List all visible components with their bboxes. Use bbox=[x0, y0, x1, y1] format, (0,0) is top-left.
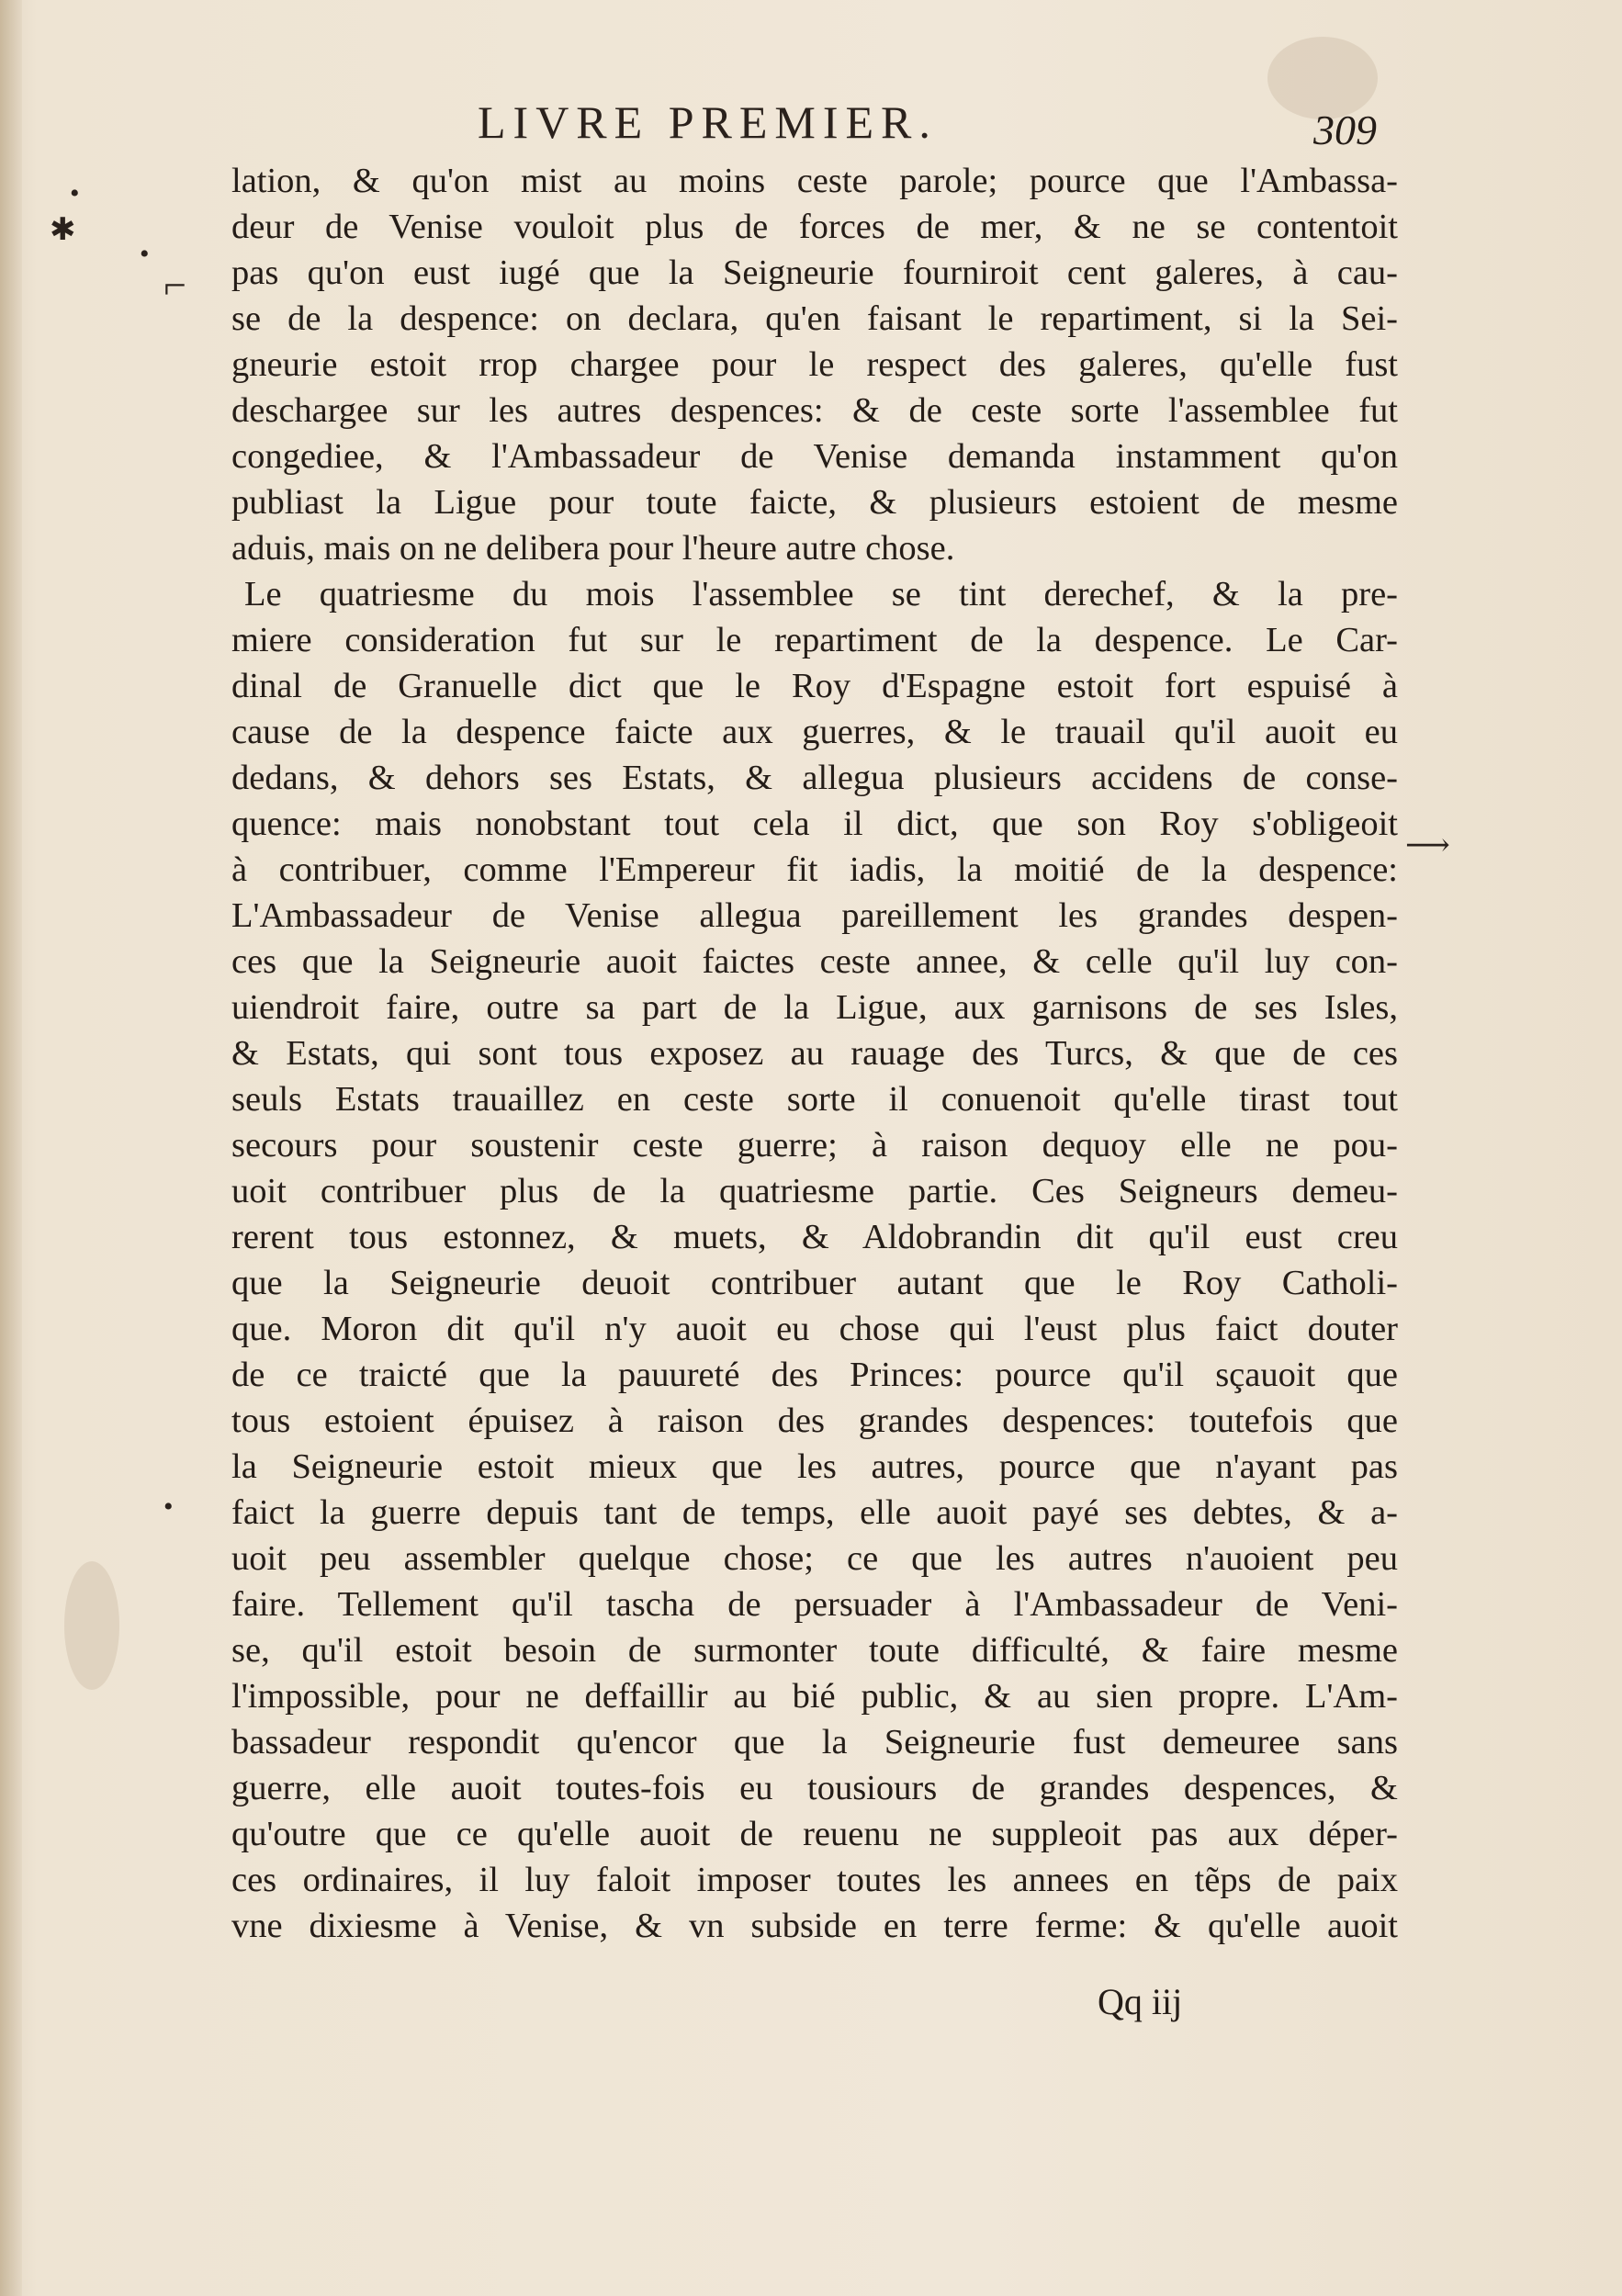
text-line: bassadeur respondit qu'encor que la Seigneurie fust demeuree sans bbox=[231, 1723, 1398, 1761]
text-line: à contribuer, comme l'Empereur fit iadis, la moitié de la despence: bbox=[231, 850, 1398, 889]
text-line: l'impossible, pour ne deffaillir au bié public, & au sien propre. L'Am- bbox=[231, 1677, 1398, 1716]
margin-arrow-mark: ⟶ bbox=[1405, 828, 1450, 862]
text-line: deschargee sur les autres despences: & de ceste sorte l'assemblee fut bbox=[231, 391, 1398, 430]
signature-mark: Qq iij bbox=[1098, 1981, 1183, 2022]
margin-dot-mark: • bbox=[140, 239, 150, 269]
text-line: L'Ambassadeur de Venise allegua pareillement les grandes despen- bbox=[231, 896, 1398, 935]
text-line: qu'outre que ce qu'elle auoit de reuenu ne suppleoit pas aux déper- bbox=[231, 1815, 1398, 1853]
text-line: gneurie estoit rrop chargee pour le respect des galeres, qu'elle fust bbox=[231, 345, 1398, 384]
body-text bbox=[231, 158, 1398, 1949]
text-line: se de la despence: on declara, qu'en faisant le repartiment, si la Sei- bbox=[231, 299, 1398, 338]
paper-stain bbox=[64, 1561, 119, 1690]
text-line: guerre, elle auoit toutes-fois eu tousiours de grandes despences, & bbox=[231, 1769, 1398, 1807]
text-line: Le quatriesme du mois l'assemblee se tint derechef, & la pre- bbox=[244, 575, 1398, 613]
text-line: ces ordinaires, il luy faloit imposer toutes les annees en tẽps de paix bbox=[231, 1861, 1398, 1899]
running-head: LIVRE PREMIER. bbox=[478, 96, 938, 148]
text-line: tous estoient épuisez à raison des grandes despences: toutefois que bbox=[231, 1401, 1398, 1440]
text-line: vne dixiesme à Venise, & vn subside en terre ferme: & qu'elle auoit bbox=[231, 1907, 1398, 1945]
text-line: miere consideration fut sur le repartiment de la despence. Le Car- bbox=[231, 621, 1398, 659]
margin-dot-mark: • bbox=[70, 178, 80, 208]
text-line: dedans, & dehors ses Estats, & allegua plusieurs accidens de conse- bbox=[231, 759, 1398, 797]
text-line: uoit contribuer plus de la quatriesme partie. Ces Seigneurs demeu- bbox=[231, 1172, 1398, 1210]
text-line: seuls Estats trauaillez en ceste sorte il conuenoit qu'elle tirast tout bbox=[231, 1080, 1398, 1119]
text-line: aduis, mais on ne delibera pour l'heure autre chose. bbox=[231, 529, 955, 568]
text-line: faict la guerre depuis tant de temps, elle auoit payé ses debtes, & a- bbox=[231, 1493, 1398, 1532]
text-line: & Estats, qui sont tous exposez au rauage des Turcs, & que de ces bbox=[231, 1034, 1398, 1073]
text-line: que la Seigneurie deuoit contribuer autant que le Roy Catholi- bbox=[231, 1264, 1398, 1302]
text-line: ces que la Seigneurie auoit faictes ceste annee, & celle qu'il luy con- bbox=[231, 942, 1398, 981]
text-line: cause de la despence faicte aux guerres, & le trauail qu'il auoit eu bbox=[231, 713, 1398, 751]
text-line: dinal de Granuelle dict que le Roy d'Espagne estoit fort espuisé à bbox=[231, 667, 1398, 705]
margin-bracket-mark: ⌐ bbox=[163, 263, 186, 308]
page-number: 309 bbox=[1313, 107, 1377, 153]
text-line: uoit peu assembler quelque chose; ce que les autres n'auoient peu bbox=[231, 1539, 1398, 1578]
text-line: uiendroit faire, outre sa part de la Ligue, aux garnisons de ses Isles, bbox=[231, 988, 1398, 1027]
text-line: la Seigneurie estoit mieux que les autres, pource que n'ayant pas bbox=[231, 1447, 1398, 1486]
text-line: rerent tous estonnez, & muets, & Aldobrandin dit qu'il eust creu bbox=[231, 1218, 1398, 1256]
text-line: publiast la Ligue pour toute faicte, & plusieurs estoient de mesme bbox=[231, 483, 1398, 522]
text-line: se, qu'il estoit besoin de surmonter toute difficulté, & faire mesme bbox=[231, 1631, 1398, 1670]
text-line: que. Moron dit qu'il n'y auoit eu chose qui l'eust plus faict douter bbox=[231, 1310, 1398, 1348]
margin-hand-mark: ✱ bbox=[50, 213, 76, 247]
page-gutter-edge bbox=[0, 0, 22, 2296]
text-line: secours pour soustenir ceste guerre; à raison dequoy elle ne pou- bbox=[231, 1126, 1398, 1165]
text-line: lation, & qu'on mist au moins ceste parole; pource que l'Ambassa- bbox=[231, 162, 1398, 200]
text-line: congediee, & l'Ambassadeur de Venise demanda instamment qu'on bbox=[231, 437, 1398, 476]
text-line: de ce traicté que la pauureté des Princes: pource qu'il sçauoit que bbox=[231, 1356, 1398, 1394]
text-line: pas qu'on eust iugé que la Seigneurie fourniroit cent galeres, à cau- bbox=[231, 253, 1398, 292]
text-line: quence: mais nonobstant tout cela il dict, que son Roy s'obligeoit bbox=[231, 805, 1398, 843]
margin-dot-mark: • bbox=[163, 1491, 174, 1522]
text-line: faire. Tellement qu'il tascha de persuader à l'Ambassadeur de Veni- bbox=[231, 1585, 1398, 1624]
text-line: deur de Venise vouloit plus de forces de mer, & ne se contentoit bbox=[231, 208, 1398, 246]
